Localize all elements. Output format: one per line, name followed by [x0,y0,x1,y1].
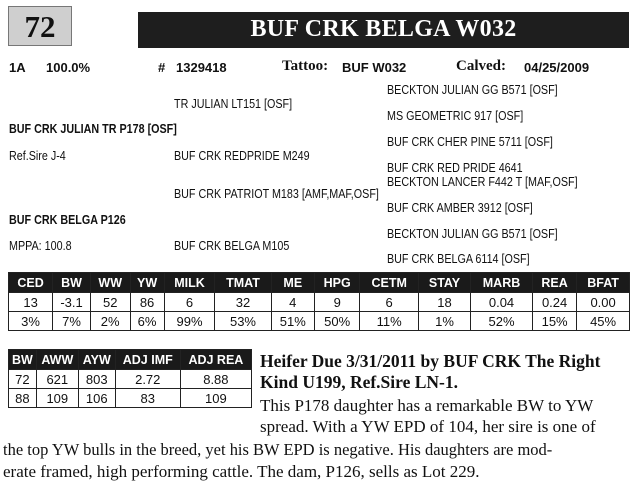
epd-header: CED [9,273,53,293]
epd-percentile: 52% [471,312,533,331]
pedigree-dsd: BUF CRK AMBER 3912 [OSF] [387,201,533,215]
epd-header: ME [271,273,315,293]
epd-header: CETM [360,273,419,293]
sire-note: Ref.Sire J-4 [9,149,66,163]
lot-number-box [8,6,72,46]
epd-value: 0.00 [577,293,630,312]
registry-code: 1A [9,60,26,75]
epd-percentile: 6% [130,312,164,331]
pedigree-ddd: BUF CRK BELGA 6114 [OSF] [387,252,530,266]
remarks-line2: spread. With a YW EPD of 104, her sire is one of [260,417,596,436]
epd-header: MARB [471,273,533,293]
pedigree-sds: BUF CRK CHER PINE 5711 [OSF] [387,135,553,149]
epd-header-row [9,273,630,293]
perf-header: AWW [36,350,78,370]
epd-value: -3.1 [53,293,91,312]
epd-percentile: 51% [271,312,315,331]
epd-value: 13 [9,293,53,312]
epd-header: BW [53,273,91,293]
remarks-heading-line1: Heifer Due 3/31/2011 by BUF CRK The Right [260,351,601,371]
title-bar [138,12,629,48]
dam-note: MPPA: 100.8 [9,239,72,253]
epd-value: 0.04 [471,293,533,312]
epd-header: YW [130,273,164,293]
perf-value: 803 [78,370,115,389]
perf-value: 72 [9,370,37,389]
perf-header: ADJ REA [180,350,251,370]
registration-number: 1329418 [176,60,227,75]
remarks-line1: This P178 daughter has a remarkable BW to YW [260,396,594,415]
epd-header: HPG [315,273,360,293]
epd-percentile: 1% [419,312,471,331]
pedigree-dss: BECKTON LANCER F442 T [MAF,OSF] [387,175,578,189]
epd-percentile: 99% [164,312,215,331]
epd-percentile: 2% [90,312,130,331]
epd-header: BFAT [577,273,630,293]
epd-value: 9 [315,293,360,312]
pedigree-sdd: BUF CRK RED PRIDE 4641 [387,161,523,175]
perf-ratio-row [9,389,252,408]
perf-ratio: 106 [78,389,115,408]
epd-percentile: 7% [53,312,91,331]
epd-percentile: 11% [360,312,419,331]
pedigree-sire-sire: TR JULIAN LT151 [OSF] [174,97,293,111]
epd-value: 86 [130,293,164,312]
epd-percentile: 15% [533,312,577,331]
perf-ratio: 109 [36,389,78,408]
pedigree-ssd: MS GEOMETRIC 917 [OSF] [387,109,524,123]
pedigree-sire-dam: BUF CRK REDPRIDE M249 [174,149,310,163]
pedigree-sire: BUF CRK JULIAN TR P178 [OSF] [9,122,177,136]
epd-header: REA [533,273,577,293]
epd-header: WW [90,273,130,293]
epd-percentile: 50% [315,312,360,331]
tattoo-value: BUF W032 [342,60,407,75]
reg-label: # [158,60,166,75]
lot-number: 72 [24,9,56,44]
epd-value: 6 [164,293,215,312]
epd-value: 18 [419,293,471,312]
epd-header: TMAT [215,273,271,293]
perf-ratio: 83 [115,389,180,408]
pedigree-sss: BECKTON JULIAN GG B571 [OSF] [387,83,558,97]
epd-percentile: 53% [215,312,271,331]
pedigree-dam-dam: BUF CRK BELGA M105 [174,239,290,253]
perf-ratio: 88 [9,389,37,408]
calved-date: 04/25/2009 [524,60,590,75]
epd-value: 0.24 [533,293,577,312]
pedigree-dam-sire: BUF CRK PATRIOT M183 [AMF,MAF,OSF] [174,187,379,201]
epd-value: 4 [271,293,315,312]
epd-value: 32 [215,293,271,312]
epd-header: STAY [419,273,471,293]
perf-value: 621 [36,370,78,389]
perf-value: 2.72 [115,370,180,389]
perf-actual-row [9,370,252,389]
epd-percentile: 45% [577,312,630,331]
tattoo-label: Tattoo: [282,58,329,74]
epd-value: 6 [360,293,419,312]
perf-header: AYW [78,350,115,370]
perf-header: BW [9,350,37,370]
remarks-line3: the top YW bulls in the breed, yet his BW EPD is negative. His daughters are mod- [3,440,553,459]
perf-header-row [9,350,252,370]
performance-table [8,349,252,408]
remarks-heading-line2: Kind U199, Ref.Sire LN-1. [260,372,459,392]
percent-blood: 100.0% [46,60,91,75]
epd-table [8,272,630,331]
epd-percentile: 3% [9,312,53,331]
pedigree-dds: BECKTON JULIAN GG B571 [OSF] [387,227,558,241]
perf-header: ADJ IMF [115,350,180,370]
epd-header: MILK [164,273,215,293]
pedigree-dam: BUF CRK BELGA P126 [9,213,126,227]
epd-value: 52 [90,293,130,312]
calved-label: Calved: [456,58,506,74]
perf-ratio: 109 [180,389,251,408]
animal-name: BUF CRK BELGA W032 [250,16,517,42]
perf-value: 8.88 [180,370,251,389]
epd-values-row [9,293,630,312]
epd-percentile-row [9,312,630,331]
remarks-line4: erate framed, high performing cattle. The dam, P126, sells as Lot 229. [3,462,480,481]
